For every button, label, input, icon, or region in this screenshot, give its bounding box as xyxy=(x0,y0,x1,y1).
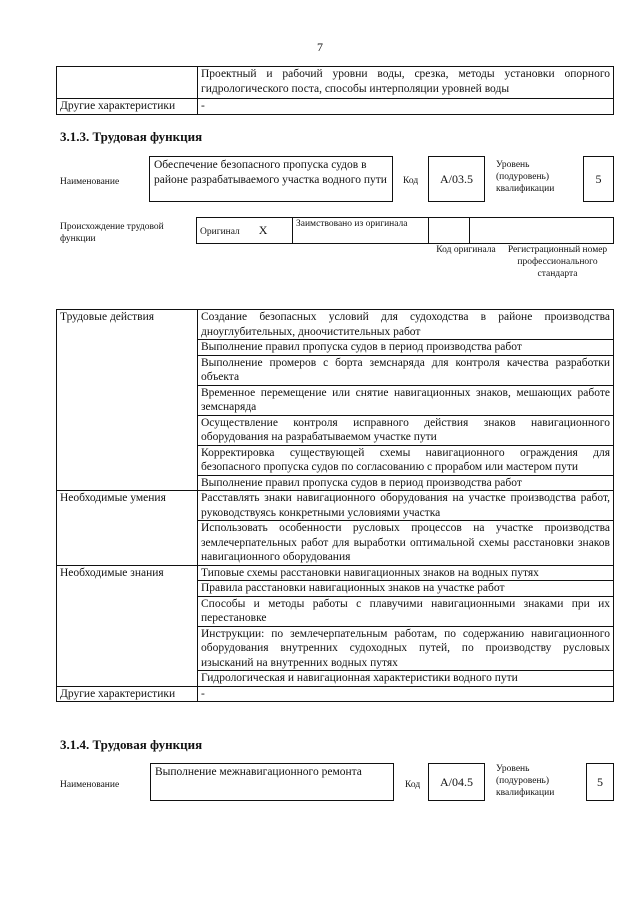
section-314-code-box xyxy=(428,763,485,801)
group-item: - xyxy=(198,686,614,702)
section-313-heading: 3.1.3. Трудовая функция xyxy=(60,129,203,144)
section-313-code-box xyxy=(428,156,485,202)
origin-borrowed-cell: Заимствовано из оригинала xyxy=(293,218,429,244)
table-row xyxy=(57,310,614,340)
section-314-code-value: A/04.5 xyxy=(440,774,473,789)
section-313-code-label: Код xyxy=(403,176,419,186)
section-313-name-value: Обеспечение безопасного пропуска судов в районе разрабатываемого участка водного пути xyxy=(154,159,387,186)
group-item: Расставлять знаки навигационного оборудования на участке производства работ, руководствуясь конкретными условиями участка xyxy=(198,491,614,521)
group-item: Гидрологическая и навигационная характеристики водного пути xyxy=(198,671,614,687)
group-item: Выполнение правил пропуска судов в период производства работ xyxy=(198,340,614,356)
top-table-other-value: - xyxy=(198,99,614,115)
section-313-name-label: Наименование xyxy=(60,177,120,187)
origin-reg-cell xyxy=(470,218,614,244)
section-314-level-box xyxy=(586,763,614,801)
section-314-heading: 3.1.4. Трудовая функция xyxy=(60,737,203,752)
reg-number-label: Регистрационный номер профессионального стандарта xyxy=(507,245,608,279)
group-item: Выполнение промеров с борта земснаряда для контроля качества разработки объекта xyxy=(198,355,614,385)
origin-original-mark: X xyxy=(258,222,268,237)
section-313-level-label: Уровень (подуровень) квалификации xyxy=(496,160,555,194)
section-313-level-box xyxy=(583,156,614,202)
code-original-label: Код оригинала xyxy=(436,245,496,255)
section-314-name-label: Наименование xyxy=(60,780,120,790)
origin-table xyxy=(196,217,614,244)
section-313-name-box xyxy=(149,156,393,202)
group-item: Способы и методы работы с плавучими навигационными знаками при их перестановке xyxy=(198,596,614,626)
group-item: Инструкции: по землечерпательным работам, по содержанию навигационного оборудования внутренних судоходных путей, по производству русловых изысканий на внутренних водных путях xyxy=(198,626,614,671)
top-table-knowledge-cell: Проектный и рабочий уровни воды, срезка, методы установки опорного гидрологического поста, способы интерполяции уровней воды xyxy=(198,67,614,99)
section-314-name-value: Выполнение межнавигационного ремонта xyxy=(155,766,362,778)
group-label: Другие характеристики xyxy=(57,686,198,702)
group-item: Временное перемещение или снятие навигационных знаков, мешающих работе земснаряда xyxy=(198,385,614,415)
table-row xyxy=(57,686,614,702)
section-314-level-value: 5 xyxy=(597,774,603,789)
group-item: Осуществление контроля исправного действия знаков навигационного оборудования на разрабатываемом участке пути xyxy=(198,415,614,445)
origin-original-label: Оригинал xyxy=(200,226,240,237)
origin-code-cell xyxy=(429,218,470,244)
table-row xyxy=(57,565,614,581)
table-row xyxy=(57,491,614,521)
page-number: 7 xyxy=(317,40,323,54)
origin-original-cell xyxy=(197,218,293,244)
top-table-other-label: Другие характеристики xyxy=(57,99,198,115)
group-item: Типовые схемы расстановки навигационных знаков на водных путях xyxy=(198,565,614,581)
section-314-name-box xyxy=(150,763,394,801)
top-table-empty-cell xyxy=(57,67,198,99)
group-item: Корректировка существующей схемы навигационного ограждения для безопасного пропуска судов по согласованию с прорабом или мастером пути xyxy=(198,445,614,475)
functions-table xyxy=(56,309,614,702)
group-item: Создание безопасных условий для судоходства в районе производства дноуглубительных, дноочистительных работ xyxy=(198,310,614,340)
section-314-code-label: Код xyxy=(405,780,421,790)
group-item: Выполнение правил пропуска судов в период производства работ xyxy=(198,475,614,491)
section-313-code-value: A/03.5 xyxy=(440,171,473,186)
top-table xyxy=(56,66,614,115)
section-314-level-label: Уровень (подуровень) квалификации xyxy=(496,764,555,798)
group-item: Использовать особенности русловых процессов на участке производства землечерпательных работ для выработки оптимальной схемы расстановки знаков навигационного оборудования xyxy=(198,521,614,566)
section-313-level-value: 5 xyxy=(595,171,602,186)
group-label: Необходимые умения xyxy=(57,491,198,566)
group-label: Трудовые действия xyxy=(57,310,198,491)
group-label: Необходимые знания xyxy=(57,565,198,686)
section-313-origin-label: Происхождение трудовой функции xyxy=(60,222,164,244)
group-item: Правила расстановки навигационных знаков на участке работ xyxy=(198,581,614,597)
